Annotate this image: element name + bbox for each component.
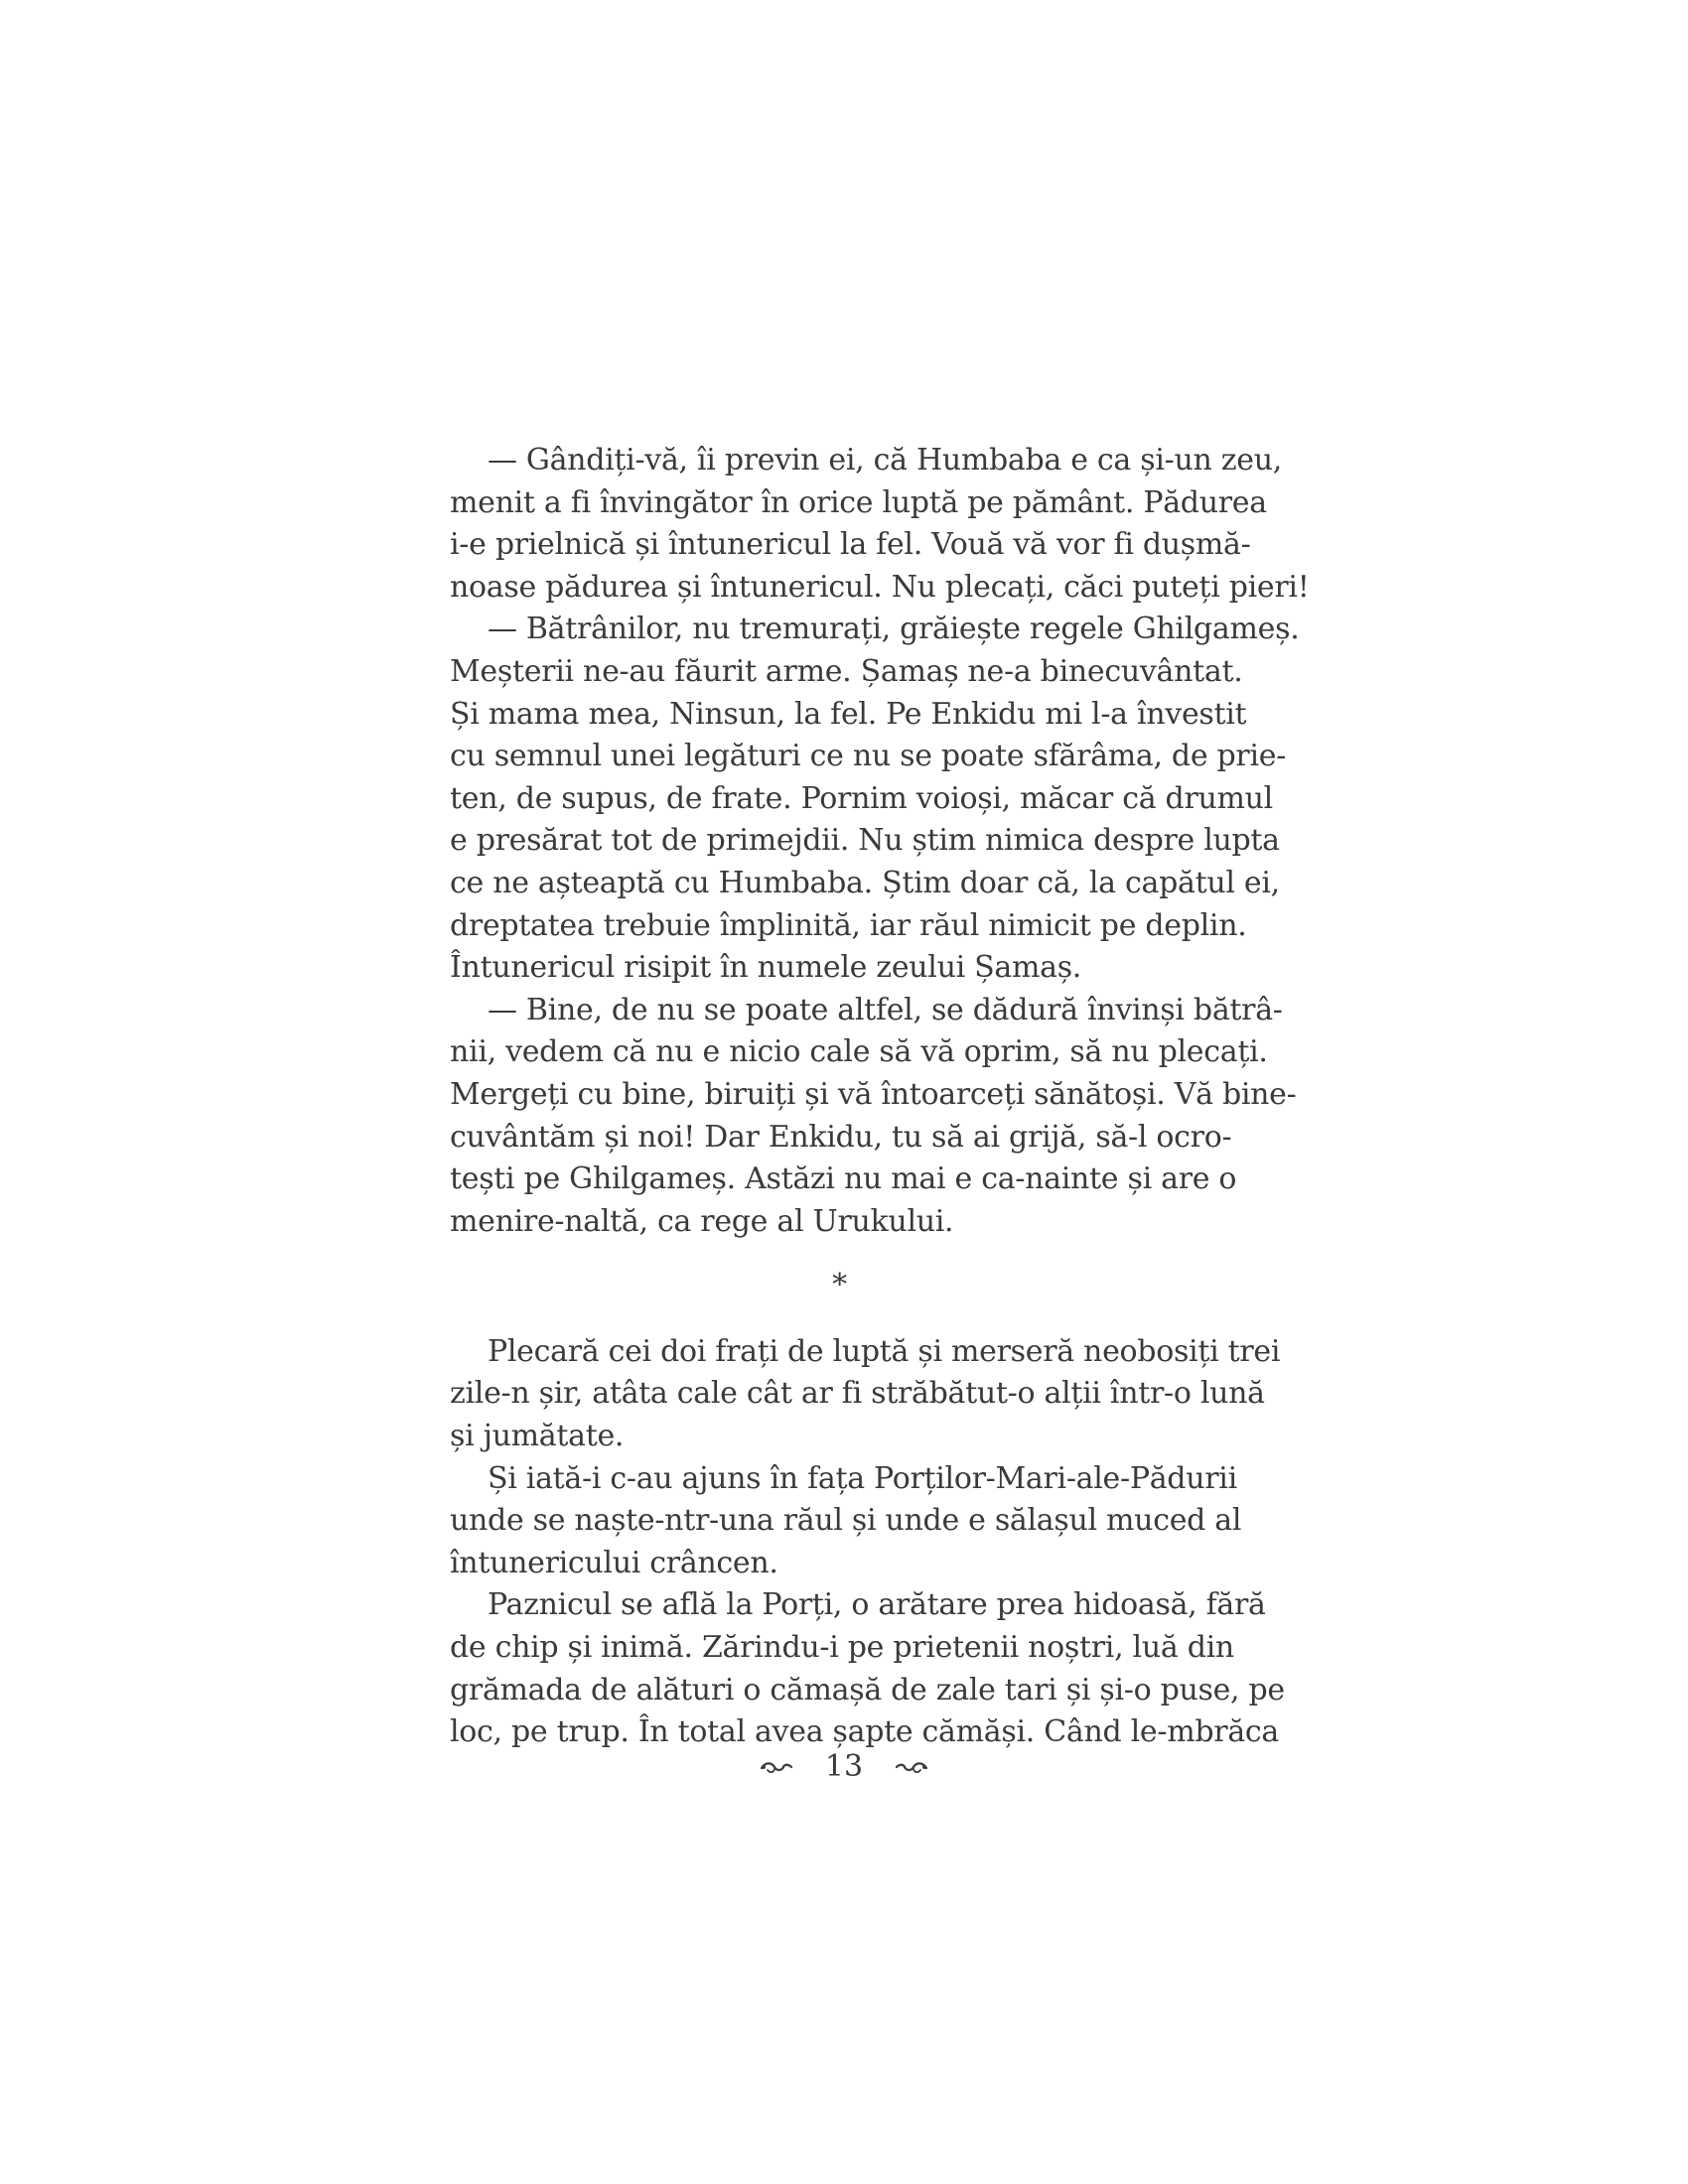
text-line: tești pe Ghilgameș. Astăzi nu mai e ca-nainte și are o: [450, 1161, 1237, 1197]
text-line: Și iată-i c-au ajuns în fața Porților-Mari-ale-Pădurii: [488, 1460, 1237, 1496]
body-text: [450, 440, 1310, 1754]
text-line: Meșterii ne-au făurit arme. Șamaș ne-a binecuvântat.: [450, 653, 1243, 689]
text-line: Paznicul se află la Porți, o arătare prea hidoasă, fără: [488, 1587, 1266, 1623]
text-line: e presărat tot de primejdii. Nu știm nimica despre lupta: [450, 823, 1280, 859]
text-line: — Bătrânilor, nu tremurați, grăiește regele Ghilgameș.: [488, 612, 1300, 647]
text-line: întunericului crâncen.: [450, 1545, 778, 1580]
text-line: Mergeți cu bine, biruiți și vă întoarceți sănătoși. Vă bine-: [450, 1076, 1297, 1112]
text-line: nii, vedem că nu e nicio cale să vă oprim, să nu plecați.: [450, 1034, 1268, 1070]
text-line: unde se naște-ntr-una răul și unde e sălașul muced al: [450, 1503, 1242, 1539]
text-line: cuvântăm și noi! Dar Enkidu, tu să ai grijă, să-l ocro-: [450, 1119, 1232, 1155]
text-line: și jumătate.: [450, 1419, 625, 1454]
narrative-section: [450, 1331, 1285, 1754]
page-number: 13: [824, 1748, 864, 1784]
text-line: zile-n șir, atâta cale cât ar fi străbătut-o alții într-o lună: [450, 1376, 1265, 1412]
text-line: Întunericul risipit în numele zeului Șamaș.: [450, 950, 1082, 986]
dialogue-section: [450, 440, 1310, 1243]
text-line: grămada de alături o cămașă de zale tari și și-o puse, pe: [450, 1672, 1285, 1707]
text-line: loc, pe trup. În total avea șapte cămăși. Când le-mbrăca: [450, 1714, 1279, 1750]
text-line: dreptatea trebuie împlinită, iar răul nimicit pe deplin.: [450, 907, 1247, 943]
text-line: — Gândiți-vă, îi previn ei, că Humbaba e ca și-un zeu,: [488, 443, 1282, 478]
ornament-right-icon: [895, 1749, 928, 1784]
text-line: Plecară cei doi frați de luptă și merseră neobosiți trei: [488, 1333, 1281, 1369]
text-line: menit a fi învingător în orice luptă pe pământ. Pădurea: [450, 484, 1267, 520]
text-line: cu semnul unei legături ce nu se poate sfărâma, de prie-: [450, 739, 1287, 774]
section-separator: *: [832, 1268, 847, 1303]
page-footer: [0, 1747, 1688, 1784]
text-line: i-e prielnică și întunericul la fel. Vouă vă vor fi dușmă-: [450, 527, 1251, 563]
text-line: — Bine, de nu se poate altfel, se dădură învinși bătrâ-: [488, 992, 1283, 1027]
text-line: ten, de supus, de frate. Pornim voioși, măcar că drumul: [450, 780, 1273, 816]
text-line: Și mama mea, Ninsun, la fel. Pe Enkidu mi l-a învestit: [450, 696, 1247, 732]
text-line: de chip și inimă. Zărindu-i pe prietenii noștri, luă din: [450, 1630, 1234, 1666]
ornament-left-icon: [760, 1749, 793, 1784]
text-line: menire-naltă, ca rege al Urukului.: [450, 1203, 954, 1239]
text-line: ce ne așteaptă cu Humbaba. Știm doar că, la capătul ei,: [450, 865, 1280, 900]
text-line: noase pădurea și întunericul. Nu plecați, căci puteți pieri!: [450, 569, 1310, 605]
